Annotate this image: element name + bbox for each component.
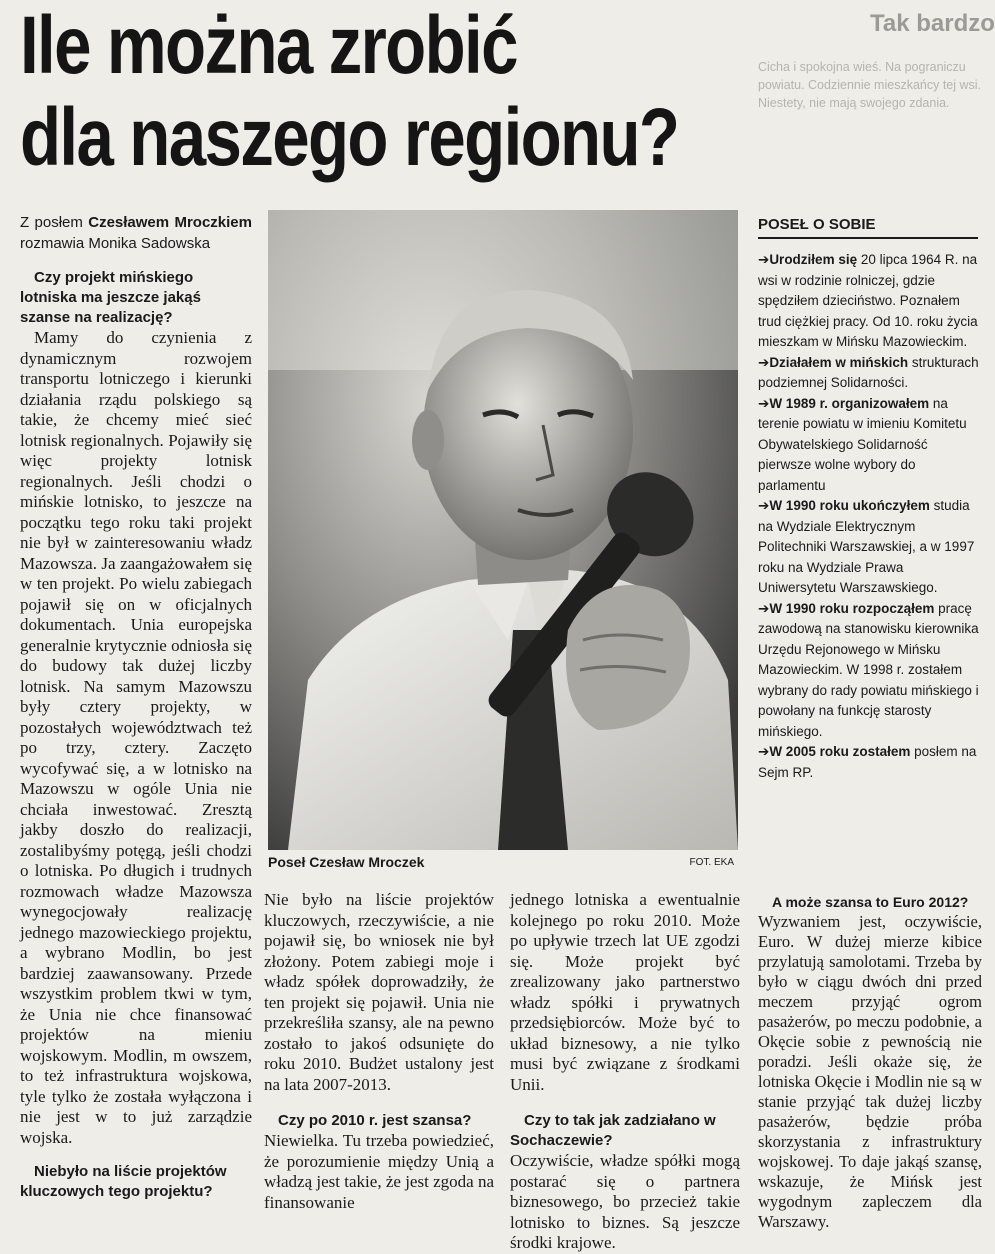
answer-1: Mamy do czynienia z dynamicznym rozwojem transportu lotniczego i kierunki działania rządu polskiego są takie, że chcemy mieć sieć lotnisk regionalnych. Pojawiły się więc projekty lotnisk regionalnych. Jeśli chodzi o mińskie lotnisko, to jeszcze na początku tego roku taki projekt nie był w zainteresowaniu władz Mazowsza. Ja zaangażowałem się w ten projekt. Po wielu zabiegach pojawił się on w oficjalnych dokumentach. Unia europejska generalnie krytycznie odniosła się do budowy tak dużej liczby lotnisk. Na samym Mazowszu były cztery projekty, w pozostałych województwach też po trzy, cztery. Zaczęto wycofywać się, a w lotnisko na Mazowszu w ogóle Unia nie chciała inwestować. Zresztą jakby doszło do realizacji, zostalibyśmy potęgą, jeśli chodzi o lotniska. Po długich i trudnych rozmowach władze Mazowsza wynegocjowały realizację jednego mazowieckiego projektu, a wybrano Modlin, bo jest bardziej zaawansowany. Przede wszystkim problem tkwi w tym, że Unia nie chce finansować projektów na mieniu wojskowym. Modlin, m owszem, to też infrastruktura wojskowa, tyle tylko że została wyłączona i nie jest w to już zarządzie wojska. xyxy=(20,328,252,1147)
bio-lead: Działałem w mińskich xyxy=(769,354,909,370)
bio-text: pracę zawodową na stanowisku kierownika Urzędu Rejonowego w Mińsku Mazowieckim. W 1998 r. zostałem wybrany do rady powiatu mińskiego i powołany na funkcję starosty mińskiego. xyxy=(758,600,979,739)
sidebar-title: POSEŁ O SOBIE xyxy=(758,216,978,239)
bio-item xyxy=(758,599,980,743)
column-3 xyxy=(510,890,740,1252)
neighbor-title: Tak bardzo xyxy=(870,10,995,37)
bio-lead: W 2005 roku zostałem xyxy=(769,744,911,759)
bio-item xyxy=(758,250,980,353)
byline-prefix: Z posłem xyxy=(20,214,83,231)
bio-item xyxy=(758,353,980,394)
bio-text: na terenie powiatu w imieniu Komitetu Obywatelskiego Solidarność pierwsze wolne wybory do parlamentu xyxy=(758,395,967,493)
sidebar-bio xyxy=(758,250,980,783)
neighbor-snippet: Cicha i spokojna wieś. Na pograniczu powiatu. Codziennie mieszkańcy tej wsi. Niestety, nie mają swojego zdania. xyxy=(758,60,982,110)
bio-text: posłem na Sejm RP. xyxy=(758,744,977,780)
bio-lead: W 1990 roku ukończyłem xyxy=(769,498,930,513)
headline-line-1: Ile można zrobić xyxy=(20,0,517,91)
column-1 xyxy=(20,212,252,1242)
arrow-icon: ➔ xyxy=(758,600,770,616)
portrait-illustration xyxy=(268,210,738,850)
photo-caption xyxy=(268,852,738,874)
byline-suffix: rozmawia Monika Sadowska xyxy=(20,235,211,252)
question-1: Czy projekt mińskiego lotniska ma jeszcze jakąś szanse na realizację? xyxy=(20,269,201,326)
answer-3-continued: jednego lotniska a ewentualnie kolejnego po roku 2010. Może po upływie trzech lat UE zgodzi się. Może projekt być zrealizowany jako partnerstwo władz spółki i prywatnych przedsiębiorców. Może być to układ biznesowy, a nie tylko musi być związane z środkami Unii. xyxy=(510,890,740,1094)
arrow-icon: ➔ xyxy=(758,498,770,513)
headline xyxy=(20,0,679,184)
bio-item xyxy=(758,496,980,599)
bio-lead: Urodziłem się xyxy=(769,252,858,267)
answer-3: Niewielka. Tu trzeba powiedzieć, że porozumienie między Unią a władzą jest takie, że jest zgoda na finansowanie xyxy=(264,1131,494,1212)
arrow-icon: ➔ xyxy=(758,744,770,759)
byline xyxy=(20,212,252,254)
question-2: Niebyło na liście projektów kluczowych tego projektu? xyxy=(20,1163,227,1200)
bio-item xyxy=(758,742,980,783)
photo-credit: FOT. EKA xyxy=(689,857,734,868)
question-3: Czy po 2010 r. jest szansa? xyxy=(278,1112,472,1129)
answer-5: Wyzwaniem jest, oczywiście, Euro. W dużej mierze kibice przylatują samolotami. Trzeba by było w ciągu dwóch dni przed meczem przyjąć ogrom pasażerów, po meczu podobnie, a Okęcie sobie z pewnością nie poradzi. Jeśli okaże się, że lotniska Okęcie i Modlin nie są w stanie przyjąć tak dużej liczby pasażerów, będzie próba skorzystania z infrastruktury wojskowej. To daje jakąś szansę, wskazuje, że Mińsk jest wygodnym zapleczem dla Warszawy. xyxy=(758,912,982,1231)
arrow-icon: ➔ xyxy=(758,395,770,411)
bio-lead: W 1990 roku rozpocząłem xyxy=(769,600,935,616)
caption-text: Poseł Czesław Mroczek xyxy=(268,854,425,870)
question-5: A może szansa to Euro 2012? xyxy=(772,894,969,910)
headline-line-2: dla naszego regionu? xyxy=(20,92,679,183)
arrow-icon: ➔ xyxy=(758,354,770,370)
bio-text: studia na Wydziale Elektrycznym Politechniki Warszawskiej, a w 1997 roku na Wydziale Prawa Uniwersytetu Warszawskiego. xyxy=(758,498,975,595)
column-4 xyxy=(758,892,982,1242)
bio-item xyxy=(758,394,980,497)
question-4: Czy to tak jak zadziałano w Sochaczewie? xyxy=(510,1112,716,1149)
portrait-photo xyxy=(268,210,738,850)
bio-text: strukturach podziemnej Solidarności. xyxy=(758,354,979,390)
bio-text: 20 lipca 1964 R. na wsi w rodzinie rolniczej, gdzie spędziłem dzieciństwo. Poznałem trud ciężkiej pracy. Od 10. roku życia mieszkam w Mińsku Mazowieckim. xyxy=(758,252,978,349)
answer-4: Oczywiście, władze spółki mogą postarać się o partnera biznesowego, bo przecież takie lotnisko to biznes. Są jeszcze środki krajowe. xyxy=(510,1151,740,1252)
bio-lead: W 1989 r. organizowałem xyxy=(769,395,930,411)
answer-2: Nie było na liście projektów kluczowych, rzeczywiście, a nie pojawił się, bo wniosek nie był złożony. Potem zabiegi moje i władz spółek doprowadziły, że ten projekt się pojawił. Unia nie przekreśliła szansy, ale na pewno zostało to jakoś odsunięte do roku 2010. Budżet ustalony jest na lata 2007-2013. xyxy=(264,890,494,1094)
column-2 xyxy=(264,890,494,1242)
byline-person: Czesławem Mroczkiem xyxy=(88,214,252,231)
arrow-icon: ➔ xyxy=(758,252,770,267)
